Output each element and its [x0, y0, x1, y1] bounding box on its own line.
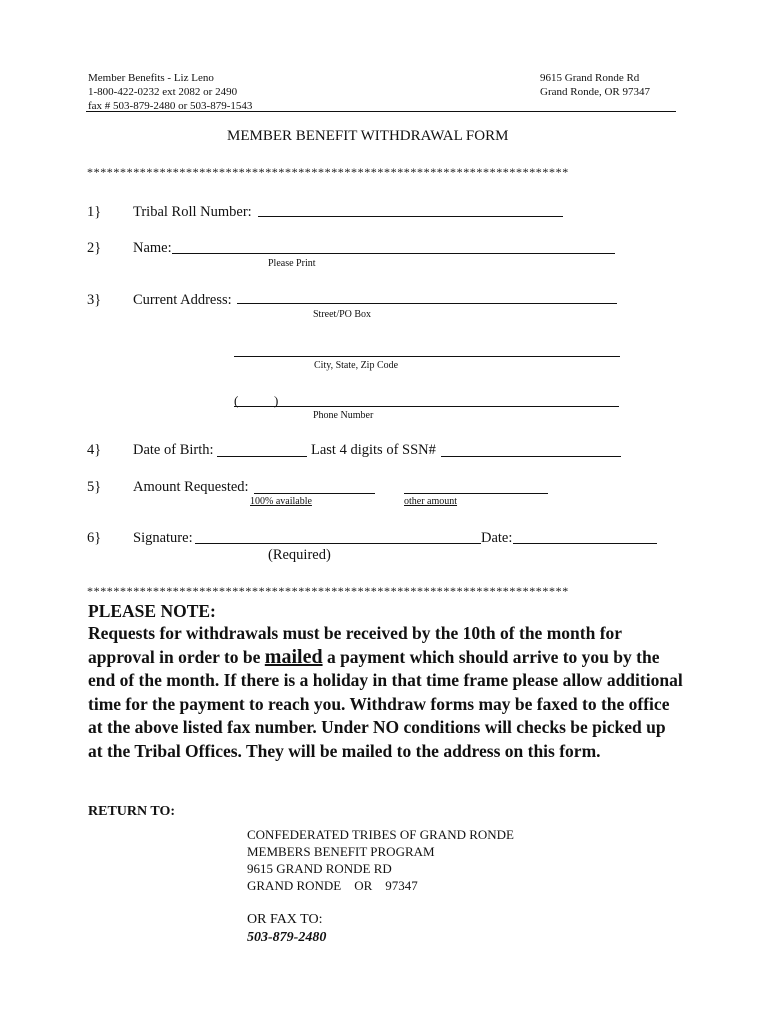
date-label: Date: [481, 530, 513, 546]
notice-emphasis: mailed [264, 645, 323, 668]
header-city: Grand Ronde, OR 97347 [540, 86, 650, 98]
name-label: Name: [133, 240, 172, 256]
field-5-number: 5} [87, 479, 102, 495]
ssn-input[interactable] [441, 456, 621, 457]
ssn-label: Last 4 digits of SSN# [311, 442, 436, 458]
phone-paren-open: ( [234, 393, 239, 408]
return-line-org: CONFEDERATED TRIBES OF GRAND RONDE [247, 827, 515, 842]
fax-number: 503-879-2480 [247, 930, 327, 945]
amount-label: Amount Requested: [133, 479, 249, 495]
header-right [540, 71, 650, 99]
signature-label: Signature: [133, 530, 193, 546]
return-address [247, 826, 514, 894]
phone-input[interactable] [234, 406, 619, 407]
header-rule [86, 111, 676, 112]
dob-label: Date of Birth: [133, 442, 214, 458]
street-input[interactable] [237, 303, 617, 304]
field-2-number: 2} [87, 240, 102, 256]
field-4-number: 4} [87, 442, 102, 458]
city-state-zip-hint: City, State, Zip Code [314, 360, 399, 371]
header-contact-name: Member Benefits - Liz Leno [88, 72, 214, 84]
amount-full-input[interactable] [254, 493, 375, 494]
address-label: Current Address: [133, 292, 232, 308]
amount-other-input[interactable] [404, 493, 548, 494]
field-6-number: 6} [87, 530, 102, 546]
city-state-zip-input[interactable] [234, 356, 620, 357]
fax-label: OR FAX TO: [247, 912, 323, 927]
header-street: 9615 Grand Ronde Rd [540, 72, 640, 84]
page-title: MEMBER BENEFIT WITHDRAWAL FORM [227, 128, 509, 144]
name-input[interactable] [172, 253, 615, 254]
field-1-number: 1} [87, 204, 102, 220]
notice-text-part2: a payment which should arrive to you by the end of the month. If there is a holiday in that time frame please allow additional time for the payment to reach you. Withdraw forms may be faxed to the office at the above listed fax number. Under NO conditions will checks be picked up at the Tribal Offices. They will be mailed to the address on this form. [88, 646, 683, 761]
field-3-number: 3} [87, 292, 102, 308]
header-left [88, 71, 252, 113]
header-phone: 1-800-422-0232 ext 2082 or 2490 [88, 86, 238, 98]
tribal-roll-input[interactable] [258, 216, 563, 217]
return-label: RETURN TO: [88, 804, 176, 819]
header-fax: fax # 503-879-2480 or 503-879-1543 [88, 100, 253, 112]
phone-paren-close: ) [274, 393, 279, 408]
tribal-roll-label: Tribal Roll Number: [133, 204, 252, 220]
name-hint: Please Print [268, 258, 316, 269]
street-hint: Street/PO Box [313, 309, 372, 320]
return-line-program: MEMBERS BENEFIT PROGRAM [247, 844, 435, 859]
notice-body [88, 622, 684, 763]
star-divider-top: ************************************************************************* [87, 165, 569, 179]
signature-input[interactable] [195, 543, 481, 544]
dob-input[interactable] [217, 456, 307, 457]
signature-required: (Required) [268, 547, 331, 563]
star-divider-bottom: ************************************************************************* [87, 584, 569, 598]
notice-text-part1: Requests for withdrawals must be received by the 10th of the month for approval in order to be [88, 623, 622, 667]
date-input[interactable] [513, 543, 657, 544]
return-line-city: GRAND RONDE OR 97347 [247, 878, 418, 893]
phone-hint: Phone Number [313, 410, 374, 421]
return-line-street: 9615 GRAND RONDE RD [247, 861, 392, 876]
notice-heading: PLEASE NOTE: [88, 601, 216, 621]
amount-other-option: other amount [404, 496, 458, 507]
amount-full-option: 100% available [250, 496, 312, 507]
